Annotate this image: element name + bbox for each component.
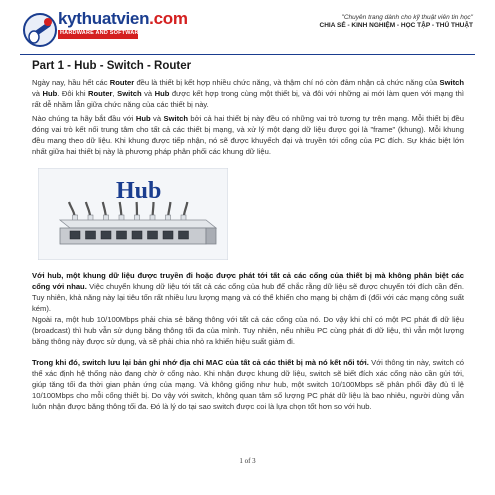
text-run: Switch — [439, 78, 464, 87]
text-run: . Đôi khi — [57, 89, 89, 98]
hub-port — [70, 231, 80, 239]
text-run: và — [141, 89, 155, 98]
text-run: , — [112, 89, 118, 98]
text-run: và — [32, 89, 43, 98]
paragraph-3 — [32, 270, 464, 314]
text-run: Switch — [117, 89, 142, 98]
paragraph-4 — [32, 314, 464, 347]
paragraph-2 — [32, 113, 464, 157]
hub-port — [101, 231, 111, 239]
text-run: Hub — [154, 89, 170, 98]
text-run: Hub — [42, 89, 58, 98]
paragraph-5 — [32, 357, 464, 412]
text-run: Router — [109, 78, 135, 87]
slogan-line-2: CHIA SẺ - KINH NGHIỆM - HỌC TẬP - THỦ THUẬT — [319, 22, 473, 29]
logo-main: kythuatvien — [58, 9, 150, 28]
page-title: Part 1 - Hub - Switch - Router — [32, 60, 192, 72]
text-run: đều là thiết bị kết hợp nhiều chức năng, và thậm chí nó còn đảm nhận cả chức năng của — [134, 78, 440, 87]
hub-port — [148, 231, 158, 239]
hub-illustration — [38, 168, 228, 260]
figure-label: Hub — [116, 178, 162, 204]
site-slogan — [320, 14, 473, 29]
text-run: bởi cả hai thiết bị này đều có những vai trò tương tự trên mạng. Mỗi thiết bị đều đóng vai trò kết nối trung tâm cho tất cả các thiết bị mạng, và xử lý một dạng dữ liệu được gọi là "frame" (khung). Mỗi khung đều mang theo dữ liệu. Khi khung được tiếp nhận, nó sẽ được khuyếch đại và truyền tới cổng của PC đích. Sự khác biệt lớn nhất giữa hai thiết bị này là phương pháp phân phối các khung dữ liệu. — [32, 114, 464, 156]
text-run: Router — [88, 89, 113, 98]
slogan-line-1: "Chuyên trang dành cho kỹ thuật viên tin học" — [341, 14, 473, 21]
hub-port — [163, 231, 173, 239]
wrench-mouse-icon — [20, 10, 60, 50]
logo-wordmark — [58, 9, 188, 29]
text-run: Với thông tin này, switch có thể xác định hệ thống nào đang chờ ở cổng nào. Khi nhận được khung dữ liệu, switch sẽ biết đích xác cổng nào cần gửi tới, giúp tăng tối đa thời gian phản ứng của mạng. Và không giống như hub, một switch 10/100Mbps sẽ phân phối đầy đủ tỉ lệ 10/100Mbps cho mỗi cổng thiết bị. Do vậy với switch, không quan tâm số lượng PC phát dữ liệu là bao nhiêu, người dùng vẫn luôn nhận được băng thông tối đa. Đó là lý do tại sao switch được coi là lựa chọn tốt hơn so với hub. — [32, 358, 464, 411]
text-run: Với hub, một khung dữ liệu được truyền đi hoặc được phát tới tất cả các cổng của thiết bị mà không phân biệt các cổng với nhau. — [32, 271, 464, 291]
logo-suffix: .com — [149, 9, 188, 28]
hub-port — [117, 231, 127, 239]
text-run: Trong khi đó, switch lưu lại bản ghi nhớ địa chỉ MAC của tất cả các thiết bị mà nó kết nối tới. — [32, 358, 369, 367]
hub-port — [132, 231, 142, 239]
paragraph-1 — [32, 77, 464, 110]
text-run: Việc chuyển khung dữ liệu tới tất cả các cổng của hub để chắc rằng dữ liệu sẽ được chuyển tới đích cần đến. Tuy nhiên, khả năng này lại tiêu tốn rất nhiều lưu lượng mạng và có thể khiến cho mạng bị chậm đi (đối với các mạng công suất kém). — [32, 282, 464, 313]
text-run: và — [150, 114, 164, 123]
text-run: Ngoài ra, một hub 10/100Mbps phải chia sẻ băng thông với tất cả các cổng của nó. Do vậy khi chỉ có một PC phát đi dữ liệu (broadcast) thì hub vẫn sử dụng băng thông tối đa của mình. Tuy nhiên, nếu nhiều PC cùng phát đi dữ liệu, thì vẫn một lượng băng thông này được sử dụng, và sẽ phải chia nhỏ ra khiến hiệu suất giảm đi. — [32, 315, 464, 346]
header-divider — [20, 54, 475, 55]
page-number: 1 of 3 — [239, 457, 256, 465]
text-run: Ngày nay, hầu hết các — [32, 78, 110, 87]
text-run: Switch — [163, 114, 188, 123]
hub-port — [179, 231, 189, 239]
text-run: Nào chúng ta hãy bắt đầu với — [32, 114, 136, 123]
text-run: Hub — [135, 114, 151, 123]
hub-device-icon — [60, 220, 216, 244]
hub-port — [86, 231, 96, 239]
logo-tagline: HARDWARE AND SOFTWARE — [60, 30, 143, 36]
text-run: được kết hợp trong cùng một thiết bị, và đôi với những ai mới làm quen với mạng thì rất dễ nhầm lẫn giữa chức năng của các thiết bị này. — [32, 89, 464, 109]
